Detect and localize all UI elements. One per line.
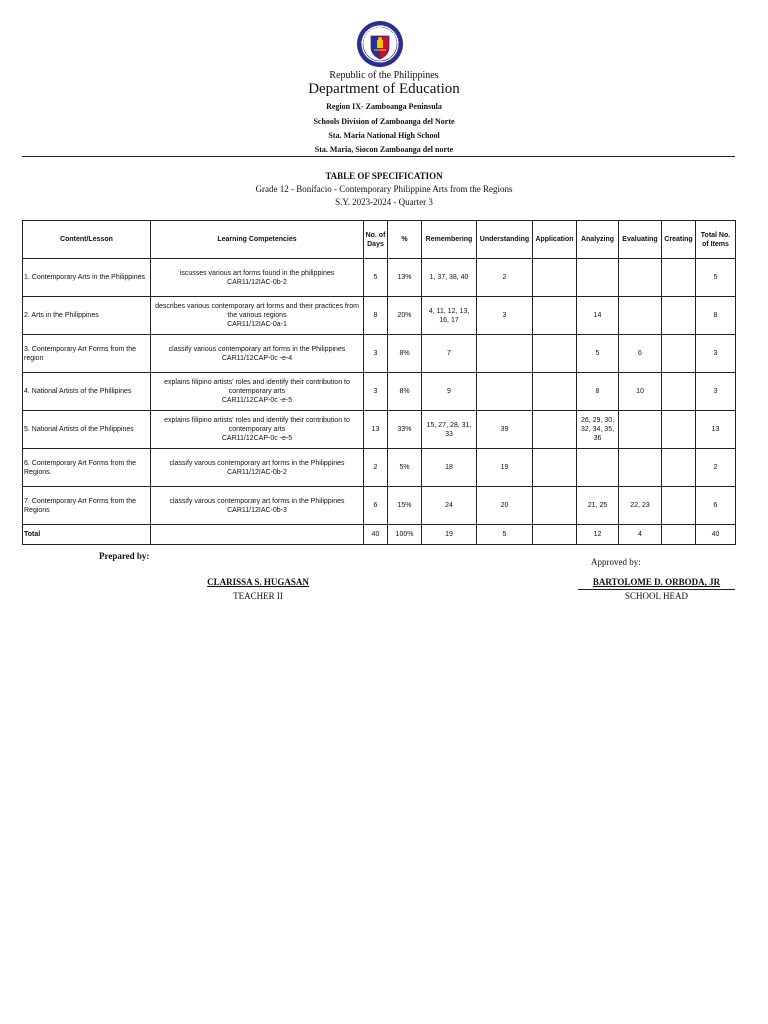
analyzing-cell xyxy=(577,259,619,297)
total-items: 40 xyxy=(696,525,736,545)
approved-by-label: Approved by: xyxy=(591,557,641,567)
preparer-title: TEACHER II xyxy=(233,591,283,601)
remembering-cell: 15, 27, 28, 31, 33 xyxy=(422,411,477,449)
header-remembering: Remembering xyxy=(422,221,477,259)
competency-text: explains filipino artists' roles and identify their contribution to contemporary arts xyxy=(164,379,350,395)
creating-cell xyxy=(662,449,696,487)
tos-school-year: S.Y. 2023-2024 - Quarter 3 xyxy=(335,197,433,207)
tos-title: TABLE OF SPECIFICATION xyxy=(325,171,443,181)
total-cell: 2 xyxy=(696,449,736,487)
total-label: Total xyxy=(23,525,151,545)
competency-code: CAR11/12CAP-0c -e-5 xyxy=(221,435,293,442)
analyzing-cell: 26, 29, 30, 32, 34, 35, 36 xyxy=(577,411,619,449)
competency-code: CAR11/12IAC-0b-2 xyxy=(227,278,287,286)
percent-cell: 8% xyxy=(388,335,422,373)
competency-text: classify varous contemporary art forms in the Philippines xyxy=(169,459,345,467)
header-evaluating: Evaluating xyxy=(619,221,662,259)
percent-cell: 20% xyxy=(388,297,422,335)
days-cell: 3 xyxy=(364,373,388,411)
days-cell: 3 xyxy=(364,335,388,373)
content-cell: 6. Contemporary Art Forms from the Regions. xyxy=(23,449,151,487)
percent-cell: 13% xyxy=(388,259,422,297)
content-cell: 2. Arts in the Philippines xyxy=(23,297,151,335)
header-divider xyxy=(22,156,735,157)
table-row xyxy=(23,487,736,525)
total-competency xyxy=(151,525,364,545)
creating-cell xyxy=(662,335,696,373)
table-header-row xyxy=(23,221,736,259)
analyzing-cell: 21, 25 xyxy=(577,487,619,525)
total-cell: 6 xyxy=(696,487,736,525)
total-cell: 3 xyxy=(696,373,736,411)
header-competencies: Learning Competencies xyxy=(151,221,364,259)
application-cell xyxy=(533,297,577,335)
approver-name: BARTOLOME D. ORBODA, JR xyxy=(592,577,721,587)
competency-cell xyxy=(151,373,364,411)
competency-code: CAR11/12CAP-0c -e-4 xyxy=(221,354,293,362)
total-cell: 3 xyxy=(696,335,736,373)
analyzing-cell: 8 xyxy=(577,373,619,411)
application-cell xyxy=(533,335,577,373)
days-cell: 13 xyxy=(364,411,388,449)
total-understanding: 5 xyxy=(477,525,533,545)
header-analyzing: Analyzing xyxy=(577,221,619,259)
analyzing-cell xyxy=(577,449,619,487)
application-cell xyxy=(533,373,577,411)
content-cell: 5. National Artists of the Philippines xyxy=(23,411,151,449)
understanding-cell xyxy=(477,335,533,373)
table-row xyxy=(23,373,736,411)
school-name: Sta. Maria National High School xyxy=(328,131,440,140)
table-row xyxy=(23,449,736,487)
understanding-cell: 19 xyxy=(477,449,533,487)
header-days: No. of Days xyxy=(364,221,388,259)
department-title: Department of Education xyxy=(308,81,460,97)
creating-cell xyxy=(662,411,696,449)
header-creating: Creating xyxy=(662,221,696,259)
understanding-cell: 39 xyxy=(477,411,533,449)
days-cell: 8 xyxy=(364,297,388,335)
republic-line: Republic of the Philippines xyxy=(329,70,439,81)
prepared-by-label: Prepared by: xyxy=(99,551,150,561)
percent-cell: 15% xyxy=(388,487,422,525)
competency-code: CAR11/12CAP-0c -e-5 xyxy=(221,397,293,404)
total-days: 40 xyxy=(364,525,388,545)
competency-cell xyxy=(151,259,364,297)
header-total-items: Total No. of Items xyxy=(696,221,736,259)
competency-cell xyxy=(151,449,364,487)
total-cell: 13 xyxy=(696,411,736,449)
header-understanding: Understanding xyxy=(477,221,533,259)
creating-cell xyxy=(662,487,696,525)
evaluating-cell xyxy=(619,297,662,335)
competency-code: CAR11/12IAC-0a-1 xyxy=(227,321,287,328)
days-cell: 2 xyxy=(364,449,388,487)
table-row xyxy=(23,297,736,335)
competency-text: classify various contemporary art forms in the Philippines xyxy=(168,345,346,353)
total-creating xyxy=(662,525,696,545)
total-percent: 100% xyxy=(388,525,422,545)
remembering-cell: 9 xyxy=(422,373,477,411)
application-cell xyxy=(533,449,577,487)
header-content: Content/Lesson xyxy=(23,221,151,259)
evaluating-cell xyxy=(619,411,662,449)
remembering-cell: 7 xyxy=(422,335,477,373)
competency-cell xyxy=(151,487,364,525)
specification-table xyxy=(22,220,736,545)
competency-cell xyxy=(151,411,364,449)
remembering-cell: 4, 11, 12, 13, 16, 17 xyxy=(422,297,477,335)
total-application xyxy=(533,525,577,545)
region-line: Region IX- Zamboanga Peninsula xyxy=(326,102,442,111)
evaluating-cell: 10 xyxy=(619,373,662,411)
competency-cell xyxy=(151,335,364,373)
percent-cell: 8% xyxy=(388,373,422,411)
evaluating-cell xyxy=(619,449,662,487)
competency-cell xyxy=(151,297,364,335)
table-row xyxy=(23,335,736,373)
days-cell: 5 xyxy=(364,259,388,297)
preparer-name: CLARISSA S. HUGASAN xyxy=(207,577,309,587)
remembering-cell: 24 xyxy=(422,487,477,525)
application-cell xyxy=(533,487,577,525)
content-cell: 1. Contemporary Arts in the Philippines xyxy=(23,259,151,297)
competency-code: CAR11/12IAC-0b-2 xyxy=(227,468,287,476)
evaluating-cell: 22, 23 xyxy=(619,487,662,525)
content-cell: 4. National Artists of the Phillipines xyxy=(23,373,151,411)
approver-signature-line xyxy=(578,589,735,590)
understanding-cell: 20 xyxy=(477,487,533,525)
competency-text: iscusses various art forms found in the philippines xyxy=(179,269,335,277)
table-row xyxy=(23,411,736,449)
school-address: Sta. Maria, Siocon Zamboanga del norte xyxy=(314,145,454,154)
application-cell xyxy=(533,259,577,297)
remembering-cell: 1, 37, 38, 40 xyxy=(422,259,477,297)
total-remembering: 19 xyxy=(422,525,477,545)
evaluating-cell: 6 xyxy=(619,335,662,373)
competency-text: classify varous contemporary art forms in the Philippines xyxy=(169,497,345,505)
total-evaluating: 4 xyxy=(619,525,662,545)
competency-text: explains filipino artists' roles and identify their contribution to contemporary arts xyxy=(164,417,350,433)
total-cell: 8 xyxy=(696,297,736,335)
content-cell: 3. Contemporary Art Forms from the region xyxy=(23,335,151,373)
creating-cell xyxy=(662,297,696,335)
competency-code: CAR11/12IAC-0b-3 xyxy=(227,506,287,514)
svg-text:KAGAWARAN NG EDUKASYON: GAWARAN NG EDUKASY xyxy=(359,23,401,44)
total-row xyxy=(23,525,736,545)
application-cell xyxy=(533,411,577,449)
analyzing-cell: 5 xyxy=(577,335,619,373)
header-application: Application xyxy=(533,221,577,259)
days-cell: 6 xyxy=(364,487,388,525)
deped-seal-logo xyxy=(356,20,404,68)
understanding-cell: 3 xyxy=(477,297,533,335)
analyzing-cell: 14 xyxy=(577,297,619,335)
competency-text: describes various contemporary art forms and their practices from the various regions xyxy=(155,303,359,319)
percent-cell: 5% xyxy=(388,449,422,487)
header-percent: % xyxy=(388,221,422,259)
total-analyzing: 12 xyxy=(577,525,619,545)
content-cell: 7. Contemporary Art Forms from the Regions xyxy=(23,487,151,525)
understanding-cell xyxy=(477,373,533,411)
total-cell: 5 xyxy=(696,259,736,297)
remembering-cell: 18 xyxy=(422,449,477,487)
creating-cell xyxy=(662,259,696,297)
understanding-cell: 2 xyxy=(477,259,533,297)
division-line: Schools Division of Zamboanga del Norte xyxy=(313,117,455,126)
percent-cell: 33% xyxy=(388,411,422,449)
table-row xyxy=(23,259,736,297)
creating-cell xyxy=(662,373,696,411)
evaluating-cell xyxy=(619,259,662,297)
approver-title: SCHOOL HEAD xyxy=(625,591,688,601)
tos-subtitle: Grade 12 - Bonifacio - Contemporary Philippine Arts from the Regions xyxy=(255,184,513,194)
